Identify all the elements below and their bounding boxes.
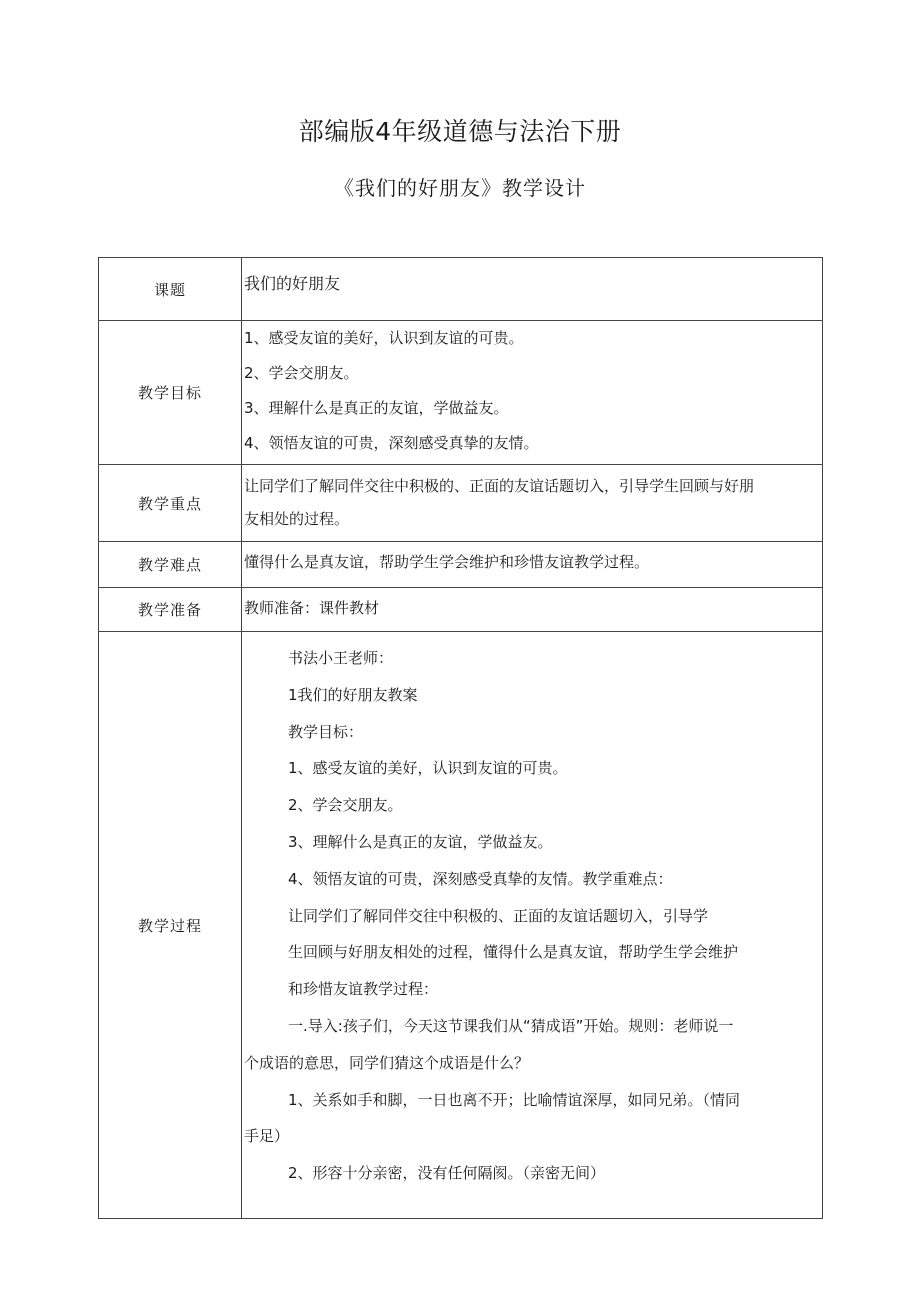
key-points-text <box>242 465 823 542</box>
process-line: 2、学会交朋友。 <box>288 796 403 815</box>
process-label: 教学过程 <box>99 632 242 1219</box>
document-subtitle: 《我们的好朋友》教学设计 <box>334 176 586 200</box>
preparation-text <box>242 588 823 632</box>
process-line: 教学目标： <box>288 722 364 741</box>
topic-value-text: 我们的好朋友 <box>244 274 341 293</box>
table-row-goals <box>99 321 823 465</box>
topic-value <box>242 258 823 321</box>
difficulties-label: 教学难点 <box>99 542 242 588</box>
table-row-topic <box>99 258 823 321</box>
process-line: 1、关系如手和脚，一日也离不开；比喻情谊深厚，如同兄弟。（情同 <box>288 1090 741 1109</box>
preparation-line: 教师准备：课件教材 <box>244 599 380 617</box>
process-line: 2、形容十分亲密，没有任何隔阂。（亲密无间） <box>288 1164 606 1183</box>
difficulties-text <box>242 542 823 588</box>
process-line: 个成语的意思，同学们猜这个成语是什么？ <box>244 1053 530 1072</box>
process-line: 1我们的好朋友教案 <box>288 685 418 704</box>
table-row-key-points <box>99 465 823 542</box>
process-line: 3、理解什么是真正的友谊，学做益友。 <box>288 832 553 851</box>
goal-item: 2、学会交朋友。 <box>244 364 359 382</box>
table-row-process <box>99 632 823 1219</box>
process-line: 让同学们了解同伴交往中积极的、正面的友谊话题切入，引导学 <box>288 906 709 925</box>
preparation-label: 教学准备 <box>99 588 242 632</box>
table-row-difficulties <box>99 542 823 588</box>
topic-label: 课题 <box>99 258 242 321</box>
key-points-label: 教学重点 <box>99 465 242 542</box>
goals-list <box>242 321 823 465</box>
process-line: 1、感受友谊的美好，认识到友谊的可贵。 <box>288 759 568 778</box>
process-line: 和珍惜友谊教学过程： <box>288 980 439 999</box>
process-line: 书法小王老师： <box>288 649 394 667</box>
process-line: 4、领悟友谊的可贵，深刻感受真挚的友情。教学重难点： <box>288 869 673 888</box>
key-points-line: 友相处的过程。 <box>244 510 350 528</box>
process-line: 手足） <box>244 1127 290 1146</box>
process-line: 生回顾与好朋友相处的过程，懂得什么是真友谊，帮助学生学会维护 <box>288 943 739 962</box>
process-line: 一.导入:孩子们，今天这节课我们从“猜成语”开始。规则：老师说一 <box>288 1016 734 1035</box>
goal-item: 1、感受友谊的美好，认识到友谊的可贵。 <box>244 329 524 347</box>
table-row-preparation <box>99 588 823 632</box>
goals-label: 教学目标 <box>99 321 242 465</box>
goal-item: 3、理解什么是真正的友谊，学做益友。 <box>244 399 509 417</box>
document-title: 部编版4年级道德与法治下册 <box>298 117 622 146</box>
difficulties-line: 懂得什么是真友谊，帮助学生学会维护和珍惜友谊教学过程。 <box>244 553 650 571</box>
key-points-line: 让同学们了解同伴交往中积极的、正面的友谊话题切入，引导学生回顾与好朋 <box>244 477 755 495</box>
goal-item: 4、领悟友谊的可贵，深刻感受真挚的友情。 <box>244 434 539 452</box>
process-text <box>242 632 823 1219</box>
lesson-plan-table <box>98 257 823 1219</box>
